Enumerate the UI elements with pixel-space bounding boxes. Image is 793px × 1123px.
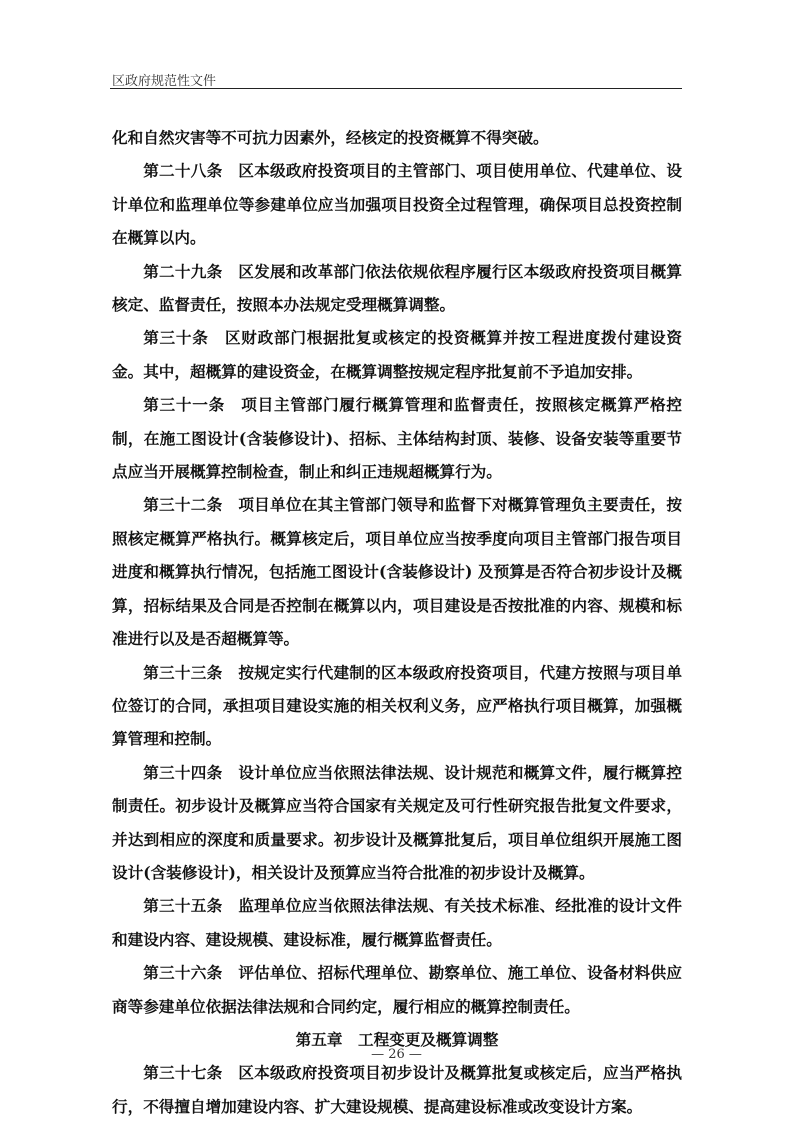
article-34: 第三十四条 设计单位应当依照法律法规、设计规范和概算文件，履行概算控制责任。初步设计及概算应当符合国家有关规定及可行性研究报告批复文件要求，并达到相应的深度和质量要求。初步设计及概算批复后，项目单位组织开展施工图设计(含装修设计)，相关设计及预算应当符合批准的初步设计及概算。 (112, 762, 682, 882)
running-header: 区政府规范性文件 (112, 74, 217, 89)
document-body (112, 121, 682, 1123)
article-29: 第二十九条 区发展和改革部门依法依规依程序履行区本级政府投资项目概算核定、监督责任，按照本办法规定受理概算调整。 (112, 261, 682, 315)
article-32: 第三十二条 项目单位在其主管部门领导和监督下对概算管理负主要责任，按照核定概算严格执行。概算核定后，项目单位应当按季度向项目主管部门报告项目进度和概算执行情况，包括施工图设计(含装修设计) 及预算是否符合初步设计及概算，招标结果及合同是否控制在概算以内，项目建设是否按批准的内容、规模和标准进行以及是否超概算等。 (112, 495, 682, 649)
article-36: 第三十六条 评估单位、招标代理单位、勘察单位、施工单位、设备材料供应商等参建单位依据法律法规和合同约定，履行相应的概算控制责任。 (112, 963, 682, 1016)
article-37: 第三十七条 区本级政府投资项目初步设计及概算批复或核定后，应当严格执行，不得擅自增加建设内容、扩大建设规模、提高建设标准或改变设计方案。 (112, 1063, 682, 1116)
article-35: 第三十五条 监理单位应当依照法律法规、有关技术标准、经批准的设计文件和建设内容、建设规模、建设标准，履行概算监督责任。 (112, 896, 682, 949)
chapter-heading: 第五章 工程变更及概算调整 (295, 1029, 499, 1049)
article-30: 第三十条 区财政部门根据批复或核定的投资概算并按工程进度拨付建设资金。其中，超概算的建设资金，在概算调整按规定程序批复前不予追加安排。 (112, 328, 682, 381)
page-number: — 26 — (371, 1047, 422, 1062)
header-rule (110, 88, 682, 89)
article-28: 第二十八条 区本级政府投资项目的主管部门、项目使用单位、代建单位、设计单位和监理单位等参建单位应当加强项目投资全过程管理，确保项目总投资控制在概算以内。 (112, 161, 682, 248)
article-33: 第三十三条 按规定实行代建制的区本级政府投资项目，代建方按照与项目单位签订的合同，承担项目建设实施的相关权利义务，应严格执行项目概算，加强概算管理和控制。 (112, 662, 682, 749)
article-31: 第三十一条 项目主管部门履行概算管理和监督责任，按照核定概算严格控制，在施工图设计(含装修设计)、招标、主体结构封顶、装修、设备安装等重要节点应当开展概算控制检查，制止和纠正违规超概算行为。 (112, 395, 682, 482)
paragraph-continuation: 化和自然灾害等不可抗力因素外，经核定的投资概算不得突破。 (112, 128, 549, 147)
